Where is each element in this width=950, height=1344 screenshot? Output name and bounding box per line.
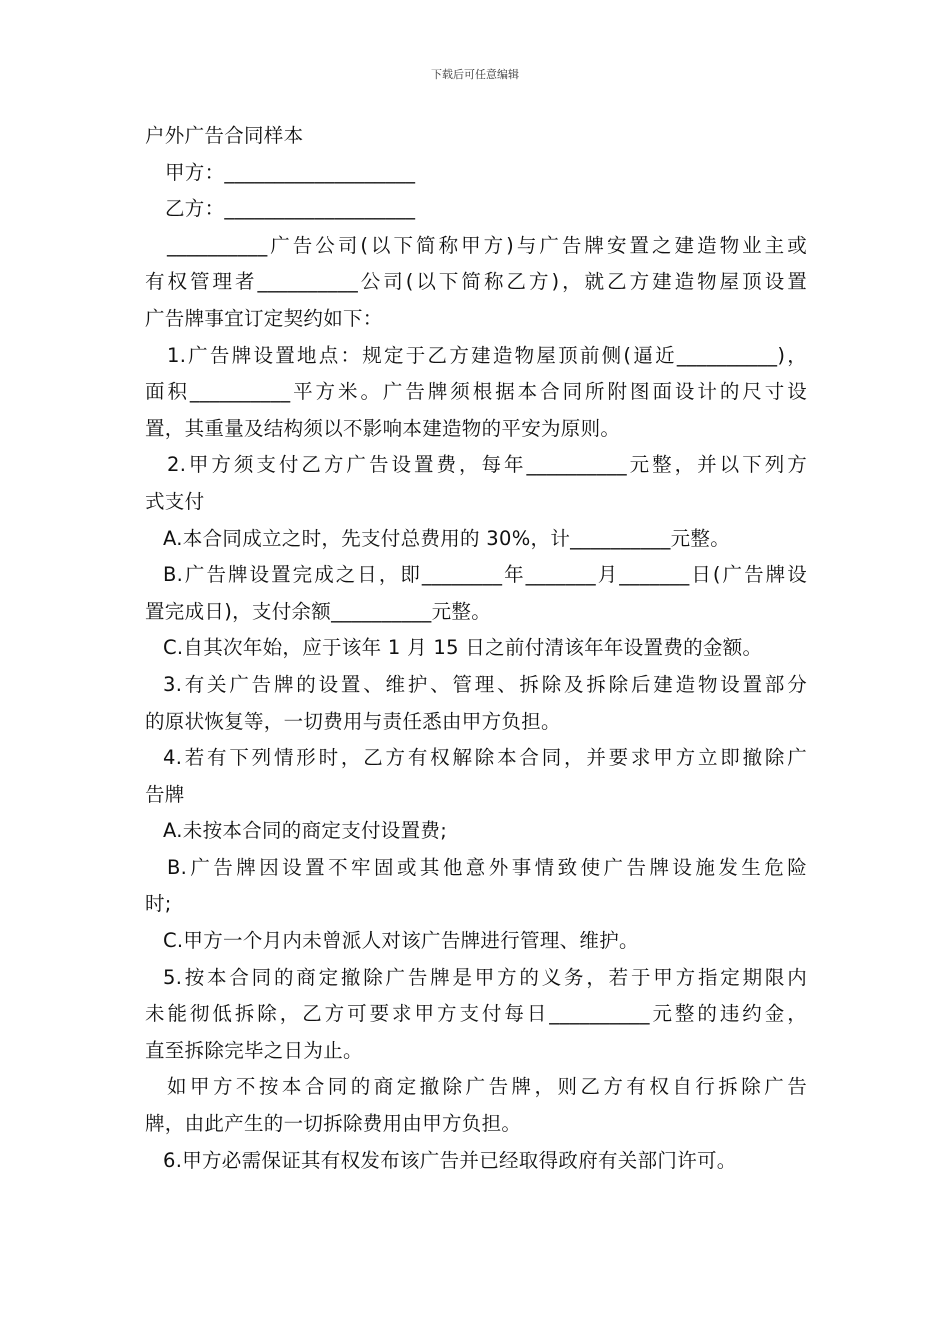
header-note: 下载后可任意编辑 bbox=[431, 68, 519, 81]
clause-5-line: 直至拆除完毕之日为止。 bbox=[145, 1038, 363, 1062]
clause-6: 6.甲方必需保证其有权发布该广告并已经取得政府有关部门许可。 bbox=[163, 1148, 737, 1172]
clause-4-c: C.甲方一个月内未曾派人对该广告牌进行管理、维护。 bbox=[163, 929, 639, 953]
clause-5-line: 未能彻低拆除，乙方可要求甲方支付每日__________元整的违约金， bbox=[145, 1002, 807, 1026]
clause-4-b-line: B.广告牌因设置不牢固或其他意外事情致使广告牌设施发生危险 bbox=[167, 855, 807, 879]
clause-4-line: 4.若有下列情形时，乙方有权解除本合同，并要求甲方立即撤除广 bbox=[163, 746, 807, 770]
clause-4-line: 告牌 bbox=[145, 782, 185, 806]
clause-2-c: C.自其次年始，应于该年 1 月 15 日之前付清该年年设置费的金额。 bbox=[163, 636, 763, 660]
clause-2-line: 式支付 bbox=[145, 489, 205, 513]
clause-2-b-line: B.广告牌设置完成之日，即________年_______月_______日(广告牌设 bbox=[163, 563, 807, 587]
intro-line: 有权管理者__________公司(以下简称乙方)，就乙方建造物屋顶设置 bbox=[145, 270, 807, 294]
party-b-line: 乙方：___________________ bbox=[165, 197, 416, 221]
clause-4-b-line: 时; bbox=[145, 892, 172, 916]
clause-3-line: 的原状恢复等，一切费用与责任悉由甲方负担。 bbox=[145, 709, 561, 733]
clause-2-b-line: 置完成日)，支付余额__________元整。 bbox=[145, 599, 492, 623]
clause-3-line: 3.有关广告牌的设置、维护、管理、拆除及拆除后建造物设置部分 bbox=[163, 672, 807, 696]
clause-5-extra-line: 牌，由此产生的一切拆除费用由甲方负担。 bbox=[145, 1112, 522, 1136]
clause-4-a: A.未按本合同的商定支付设置费; bbox=[163, 819, 448, 843]
document-title: 户外广告合同样本 bbox=[145, 124, 304, 147]
clause-5-line: 5.按本合同的商定撤除广告牌是甲方的义务，若于甲方指定期限内 bbox=[163, 965, 807, 989]
intro-line: __________广告公司(以下简称甲方)与广告牌安置之建造物业主或 bbox=[167, 233, 807, 257]
clause-1-line: 面积__________平方米。广告牌须根据本合同所附图面设计的尺寸设 bbox=[145, 380, 807, 404]
intro-line: 广告牌事宜订定契约如下： bbox=[145, 306, 383, 330]
clause-1-line: 置，其重量及结构须以不影响本建造物的平安为原则。 bbox=[145, 416, 621, 440]
clause-2-line: 2.甲方须支付乙方广告设置费，每年__________元整，并以下列方 bbox=[167, 453, 807, 477]
party-a-line: 甲方：___________________ bbox=[165, 160, 416, 184]
clause-1-line: 1.广告牌设置地点：规定于乙方建造物屋顶前侧(逼近__________)， bbox=[167, 343, 807, 367]
clause-5-extra-line: 如甲方不按本合同的商定撤除广告牌，则乙方有权自行拆除广告 bbox=[167, 1075, 807, 1099]
clause-2-a: A.本合同成立之时，先支付总费用的 30%，计__________元整。 bbox=[163, 526, 731, 550]
document-body bbox=[145, 118, 807, 1179]
